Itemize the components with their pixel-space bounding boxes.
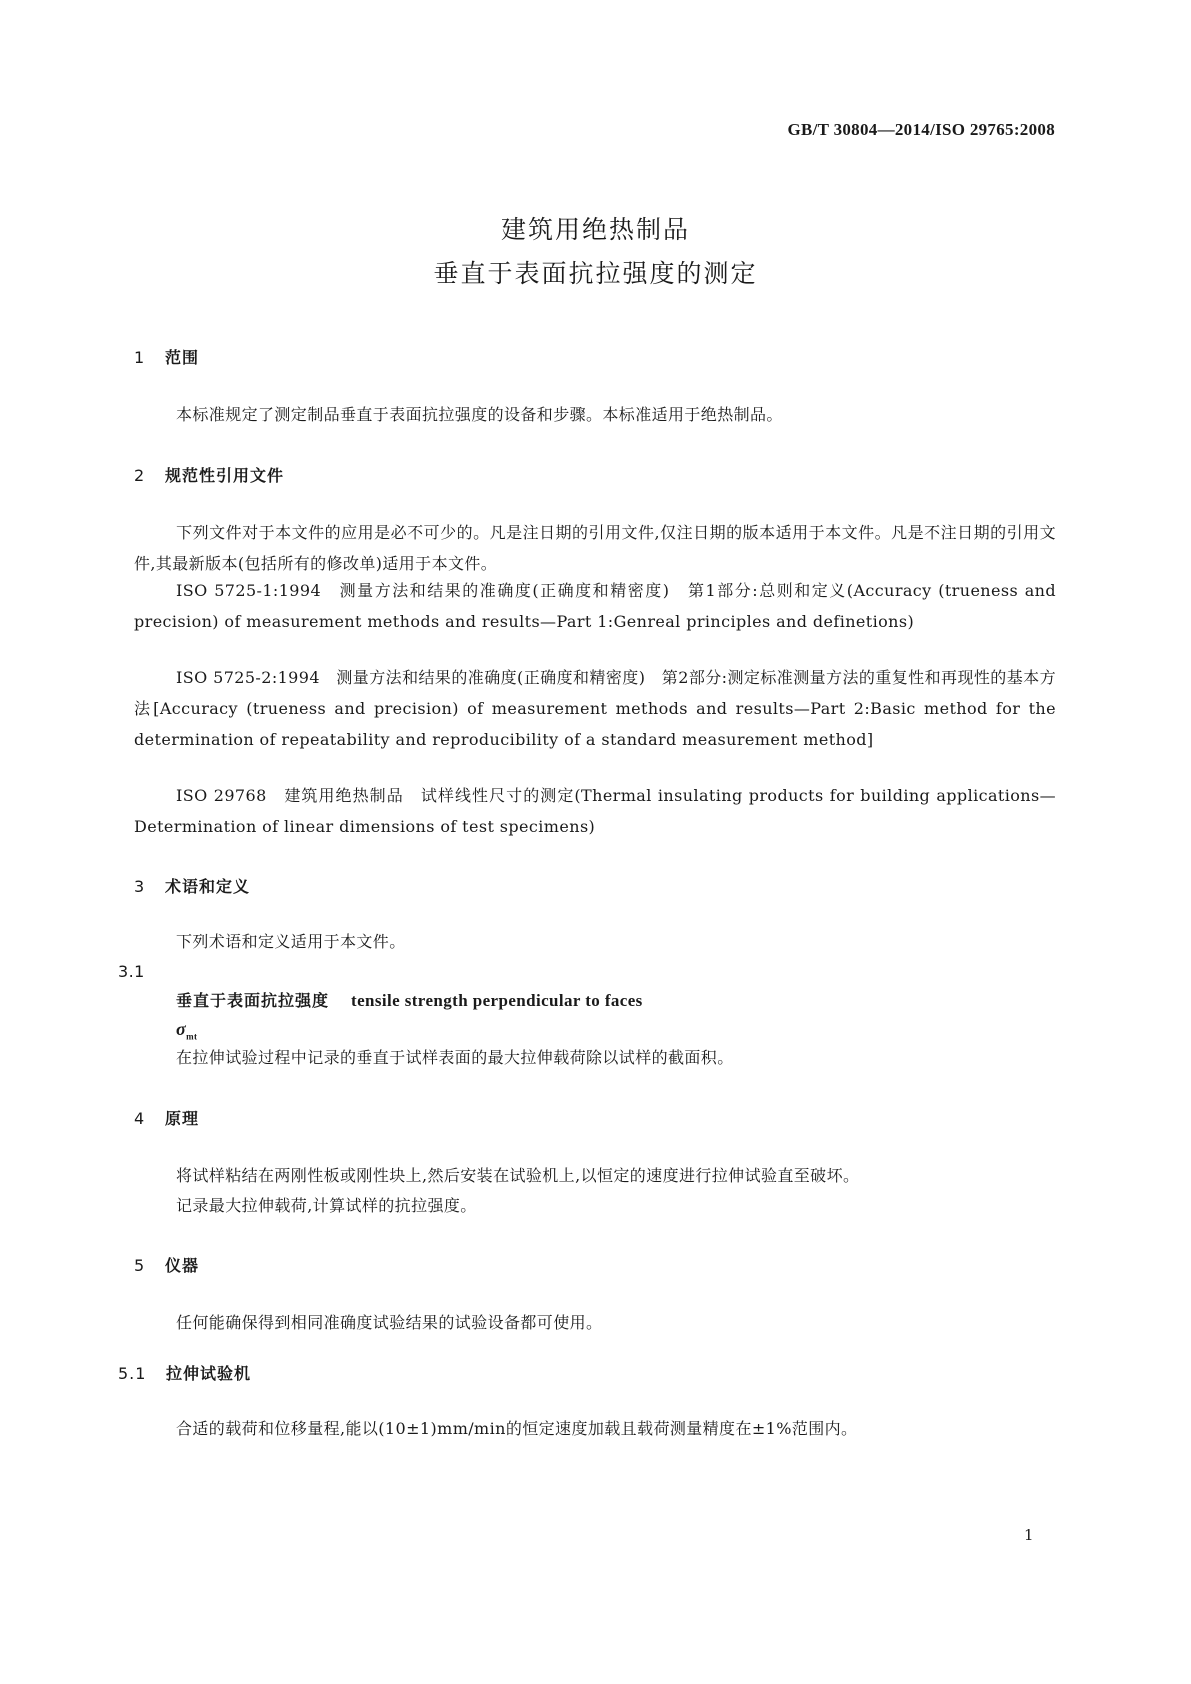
document-title-line1: 建筑用绝热制品 xyxy=(500,215,690,244)
section-4-heading xyxy=(134,1106,199,1129)
term-chinese: 垂直于表面抗拉强度 xyxy=(176,991,330,1010)
section-number: 1 xyxy=(134,348,146,367)
section-title: 原理 xyxy=(165,1109,200,1128)
principle-line-2: 记录最大拉伸载荷,计算试样的抗拉强度。 xyxy=(176,1196,477,1215)
principle-line-1: 将试样粘结在两刚性板或刚性块上,然后安装在试验机上,以恒定的速度进行拉伸试验直至破坏。 xyxy=(176,1166,860,1185)
section-title: 范围 xyxy=(165,348,200,367)
reference-iso-5725-1 xyxy=(134,575,1056,637)
document-title-line2: 垂直于表面抗拉强度的测定 xyxy=(433,259,758,288)
section-number: 2 xyxy=(134,466,146,485)
section-2-intro xyxy=(134,517,1056,579)
scope-text: 本标准规定了测定制品垂直于表面抗拉强度的设备和步骤。本标准适用于绝热制品。 xyxy=(176,405,783,424)
references-intro: 下列文件对于本文件的应用是必不可少的。凡是注日期的引用文件,仅注日期的版本适用于本文件。凡是不注日期的引用文件,其最新版本(包括所有的修改单)适用于本文件。 xyxy=(134,523,1056,573)
reference-iso-5725-2 xyxy=(134,662,1056,755)
section-number: 5 xyxy=(134,1256,146,1275)
section-3-intro xyxy=(134,926,1056,957)
section-5-heading xyxy=(134,1253,199,1276)
section-1-heading xyxy=(134,345,199,368)
standard-code: GB/T 30804—2014/ISO 29765:2008 xyxy=(787,120,1055,139)
terms-intro: 下列术语和定义适用于本文件。 xyxy=(176,932,406,951)
section-title: 仪器 xyxy=(165,1256,200,1275)
subsection-title: 拉伸试验机 xyxy=(166,1364,252,1383)
apparatus-text: 任何能确保得到相同准确度试验结果的试验设备都可使用。 xyxy=(176,1313,603,1332)
symbol-sigma: σ xyxy=(176,1019,187,1039)
term-entry xyxy=(176,985,1098,1016)
section-title: 术语和定义 xyxy=(165,877,251,896)
term-english: tensile strength perpendicular to faces xyxy=(351,991,643,1010)
reference-text: ISO 29768 建筑用绝热制品 试样线性尺寸的测定(Thermal insulating products for building applications—Determination of linear dimensions of test specimens) xyxy=(134,786,1056,836)
section-number: 4 xyxy=(134,1109,146,1128)
reference-iso-29768 xyxy=(134,780,1056,842)
term-definition: 在拉伸试验过程中记录的垂直于试样表面的最大拉伸载荷除以试样的截面积。 xyxy=(176,1048,734,1067)
subsection-5-1-heading xyxy=(118,1361,251,1384)
section-1-body xyxy=(134,399,1056,430)
symbol-subscript: mt xyxy=(186,1031,198,1042)
page-number: 1 xyxy=(1024,1526,1034,1544)
term-number: 3.1 xyxy=(118,962,145,981)
subsection-number: 5.1 xyxy=(118,1364,147,1383)
section-number: 3 xyxy=(134,877,146,896)
tensile-machine-text: 合适的载荷和位移量程,能以(10±1)mm/min的恒定速度加载且载荷测量精度在±1%范围内。 xyxy=(176,1419,858,1438)
reference-text: ISO 5725-2:1994 测量方法和结果的准确度(正确度和精密度) 第2部分:测定标准测量方法的重复性和再现性的基本方法[Accuracy (trueness and precision) of measurement methods and results—Part 2:Basic method for the determination of repeatability and reproducibility of a standard measurement method] xyxy=(134,668,1056,749)
section-3-heading xyxy=(134,874,250,897)
reference-text: ISO 5725-1:1994 测量方法和结果的准确度(正确度和精密度) 第1部分:总则和定义(Accuracy (trueness and precision) of measurement methods and results—Part 1:Genreal principles and definetions) xyxy=(134,581,1056,631)
section-2-heading xyxy=(134,463,284,486)
section-title: 规范性引用文件 xyxy=(165,466,285,485)
